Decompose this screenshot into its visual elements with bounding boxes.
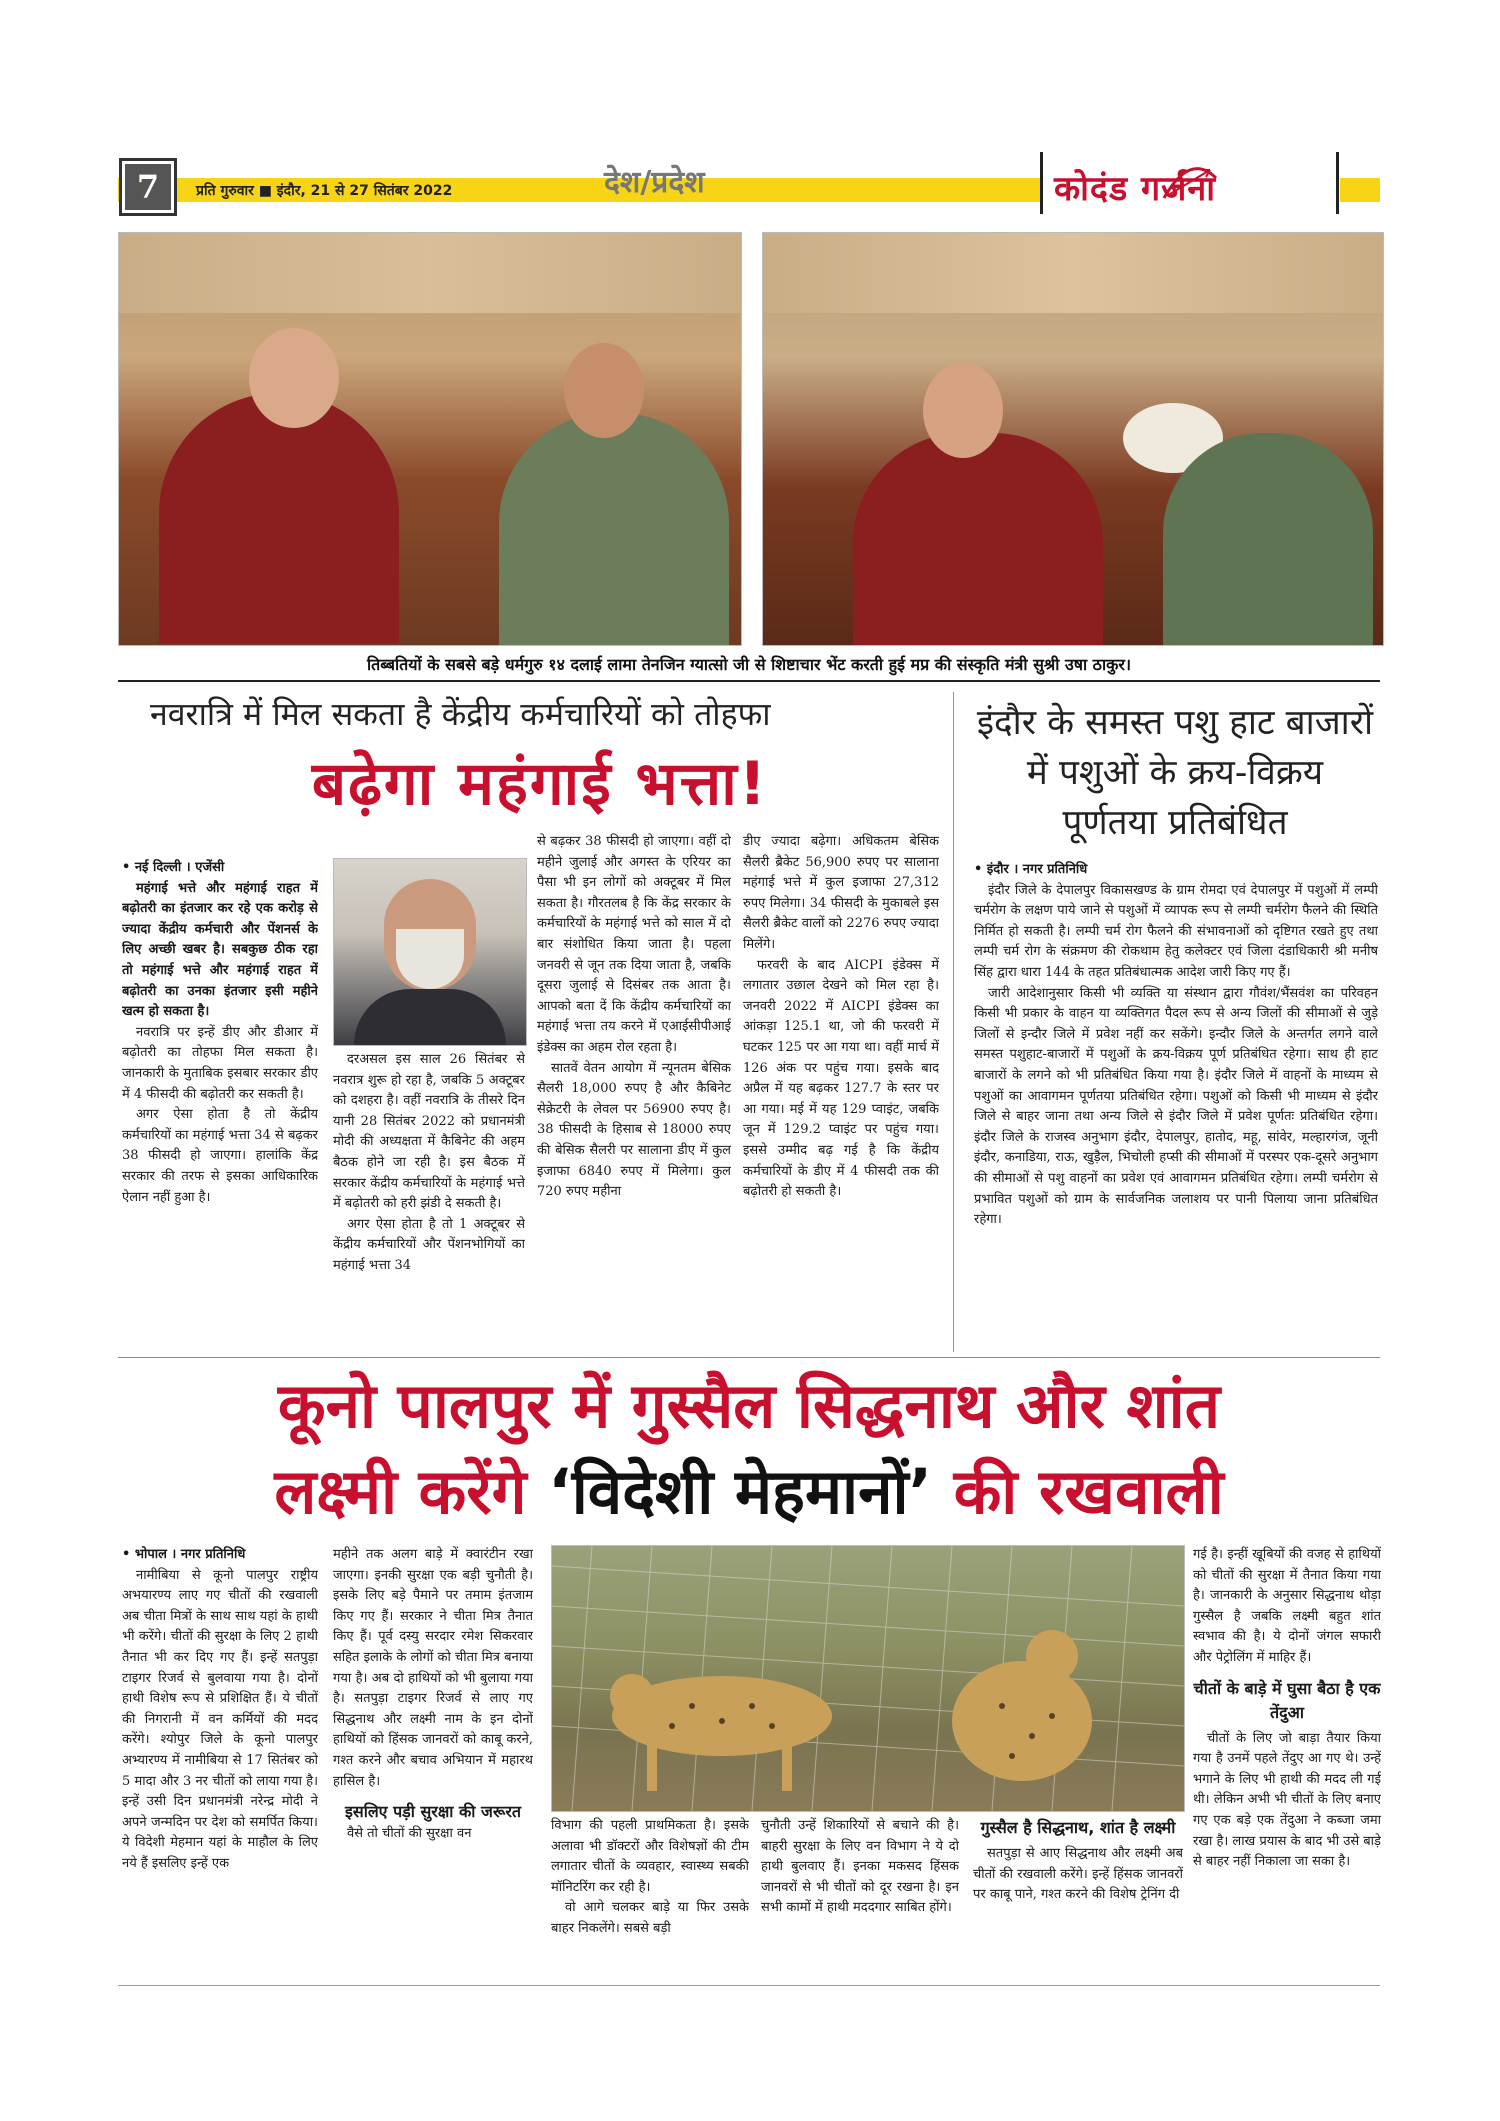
- story3-headline-line2: [118, 1448, 1380, 1532]
- story1-p5: से बढ़कर 38 फीसदी हो जाएगा। वहीं दो महीने जुलाई और अगस्त के एरियर का पैसा भी इन लोगों को अक्टूबर में मिल सकता है। गौरतलब है कि केंद्र सरकार के कर्मचारियों के महंगाई भत्ते को साल में दो बार संशोधित किया जाता है। पहला जनवरी से जून तक दिया जाता है, जबकि दूसरा जुलाई से दिसंबर तक आता है। आपको बता दें कि केंद्रीय कर्मचारियों का महंगाई भत्ता तय करने में एआईसीपीआई इंडेक्स का अहम रोल रहता है।: [537, 834, 731, 1055]
- story1-kicker: नवरात्रि में मिल सकता है केंद्रीय कर्मचारियों को तोहफा: [150, 695, 771, 733]
- photo-dalai-lama-greeting: [118, 232, 742, 646]
- fence-pattern: [552, 1546, 1184, 1811]
- story3-col1: [122, 1545, 318, 1977]
- logo-right-rule: [1336, 152, 1339, 214]
- story1-lead: महंगाई भत्ते और महंगाई राहत में बढ़ोतरी का इंतजार कर रहे एक करोड़ से ज्यादा केंद्रीय कर्मचारी और पेंशनर्स के लिए अच्छी खबर है। सबकुछ ठीक रहा तो महंगाई भत्ते और महंगाई राहत में बढ़ोतरी का उनका इंतजार इसी महीने खत्म हो सकता है।: [122, 880, 318, 1020]
- story1-col4: [743, 832, 939, 1350]
- story3-c3: विभाग की पहली प्राथमिकता है। इसके अलावा भी डॉक्टरों और विशेषज्ञों की टीम लगातार चीतों के व्यवहार, स्वास्थ्य सबकी मॉनिटरिंग कर रही है।: [551, 1818, 749, 1895]
- story3-sub3: चीतों के बाड़े में घुसा बैठा है एक तेंदुआ: [1193, 1678, 1381, 1722]
- column-rule: [953, 692, 954, 1352]
- story3-col6: [1193, 1545, 1381, 1977]
- story3-c4: चुनौती उन्हें शिकारियों से बचाने की है। बाहरी सुरक्षा के लिए वन विभाग ने ये दो हाथी बुलवाए हैं। इनका मकसद हिंसक जानवरों से भी चीतों को दूर रखना है। इन सभी कामों में हाथी मददगार साबित होंगे।: [761, 1818, 959, 1916]
- caption-rule: [118, 680, 1380, 682]
- section-rule: [118, 1357, 1380, 1358]
- story1-headline: बढ़ेगा महंगाई भत्ता!: [311, 749, 769, 819]
- story1-p3: दरअसल इस साल 26 सितंबर से नवरात्र शुरू हो रहा है, जबकि 5 अक्टूबर को दशहरा है। वहीं नवरात्रि के तीसरे दिन यानी 28 सितंबर 2022 को प्रधानमंत्री मोदी की अध्यक्षता में कैबिनेट की अहम बैठक होने जा रही है। इस बैठक में सरकार केंद्रीय कर्मचारियों के महंगाई भत्ते में बढ़ोतरी को हरी झंडी दे सकती है।: [333, 1052, 525, 1212]
- story1-col2: [333, 1050, 525, 1350]
- footer-rule: [118, 1985, 1380, 1986]
- story1-p7: डीए ज्यादा बढ़ेगा। अधिकतम बेसिक सैलरी ब्रैकेट 56,900 रुपए पर सालाना महंगाई भत्ते में कुल इजाफा 27,312 रुपए मिलेगा। 34 फीसदी के मुकाबले इस सैलरी ब्रैकेट वालों को 2276 रुपए ज्यादा मिलेंगे।: [743, 834, 939, 952]
- story3-headline-line1: कूनो पालपुर में गुस्सैल सिद्धनाथ और शांत: [277, 1369, 1221, 1442]
- story3-headline-part-a: लक्ष्मी करेंगे: [274, 1455, 549, 1528]
- story1-p2: अगर ऐसा होता है तो केंद्रीय कर्मचारियों का महंगाई भत्ता 34 से बढ़कर 38 फीसदी हो जाएगा। हालांकि केंद्र सरकार की तरफ से इसका आधिकारिक ऐलान नहीं हुआ है।: [122, 1107, 318, 1205]
- story2-p1: इंदौर जिले के देपालपुर विकासखण्ड के ग्राम रोमदा एवं देपालपुर में पशुओं में लम्पी चर्मरोग के लक्षण पाये जाने से पशुओं में व्यापक रूप से लम्पी चर्मरोग फैलने की स्थिति निर्मित हो सकती है। लम्पी चर्म रोग फैलने की संभावनाओं को दृष्टिगत रखते हुए तथा लम्पी चर्म रोग के संक्रमण की रोकथाम हेतु कलेक्टर एवं जिला दंडाधिकारी श्री मनीष सिंह द्वारा धारा 144 के तहत प्रतिबंधात्मक आदेश जारी किए गए हैं।: [974, 882, 1378, 980]
- story3-c1: नामीबिया से कूनो पालपुर राष्ट्रीय अभयारण्य लाए गए चीतों की रखवाली अब चीता मित्रों के साथ साथ यहां के हाथी भी करेंगे। चीतों की सुरक्षा के लिए 2 हाथी तैनात भी कर दिए गए हैं। इन्हें सतपुड़ा टाइगर रिजर्व से बुलवाया गया है। दोनों हाथी विशेष रूप से प्रशिक्षित हैं। ये चीतों की निगरानी में वन कर्मियों की मदद करेंगे। श्योपुर जिले के कूनो पालपुर अभ्यारण्य में नामीबिया से 17 सितंबर को 5 मादा और 3 नर चीतों को लाया गया है। इन्हें उसी दिन प्रधानमंत्री नरेन्द्र मोदी ने अपने जन्मदिन पर देश को समर्पित किया। ये विदेशी मेहमान यहां के माहौल के लिए नये हैं इसलिए इन्हें एक: [122, 1567, 318, 1871]
- section-title: देश/प्रदेश: [604, 165, 705, 200]
- story2-headline: इंदौर के समस्त पशु हाट बाजारों में पशुओं के क्रय-विक्रय पूर्णतया प्रतिबंधित: [976, 703, 1374, 843]
- story3-dateline: • भोपाल । नगर प्रतिनिधि: [122, 1547, 246, 1562]
- story3-col3: [551, 1816, 749, 1976]
- logo: [1040, 150, 1340, 220]
- photo-modi: [333, 858, 527, 1046]
- story3-col5: [973, 1816, 1183, 1976]
- story3-c2b: वैसे तो चीतों की सुरक्षा वन: [347, 1826, 472, 1842]
- story3-c2: महीने तक अलग बाड़े में क्वारंटीन रखा जाएगा। इनकी सुरक्षा एक बड़ी चुनौती है। इसके लिए बड़े पैमाने पर तमाम इंतजाम किए गए हैं। सरकार ने चीता मित्र तैनात किए हैं। पूर्व दस्यु सरदार रमेश सिकरवार सहित इलाके के लोगों को चीता मित्र बनाया गया है। अब दो हाथियों को भी बुलाया गया है। सतपुड़ा टाइगर रिजर्व से लाए गए सिद्धनाथ और लक्ष्मी नाम के इन दोनों हाथियों को हिंसक जानवरों को काबू करने, गश्त करने और बचाव अभियान में महारथ हासिल है।: [333, 1547, 533, 1789]
- story3-headline-part-c: की रखवाली: [932, 1455, 1224, 1528]
- photo-conch-offering: [762, 232, 1384, 646]
- story3-col4: [761, 1816, 959, 1976]
- logo-text: कोदंड गर्जना: [1054, 169, 1217, 209]
- story1-p4: अगर ऐसा होता है तो 1 अक्टूबर से केंद्रीय कर्मचारियों और पेंशनभोगियों का महंगाई भत्ता 34: [333, 1216, 525, 1273]
- story3-c5: सतपुड़ा से आए सिद्धनाथ और लक्ष्मी अब चीतों की रखवाली करेंगे। इन्हें हिंसक जानवरों पर काबू पाने, गश्त करने की विशेष ट्रेनिंग दी: [973, 1846, 1183, 1903]
- story3-c3b: वो आगे चलकर बाड़े या फिर उसके बाहर निकलेंगे। सबसे बड़ी: [551, 1900, 749, 1936]
- story1-p6: सातवें वेतन आयोग में न्यूनतम बेसिक सैलरी 18,000 रुपए है और कैबिनेट सेक्रेटरी के लेवल पर 56900 रुपए है। 38 फीसदी के हिसाब से 18000 रुपए की बेसिक सैलरी पर सालाना डीए में कुल इजाफा 6840 रुपए में मिलेगा। कुल 720 रुपए महीना: [537, 1060, 731, 1200]
- story1-p1: नवरात्रि पर इन्हें डीए और डीआर में बढ़ोतरी का तोहफा मिल सकता है। जानकारी के मुताबिक इसबार सरकार डीए में 4 फीसदी की बढ़ोतरी कर सकती है।: [122, 1024, 318, 1102]
- story1-col1: [122, 858, 318, 1348]
- story3-c6b: चीतों के लिए जो बाड़ा तैयार किया गया है उनमें पहले तेंदुए आ गए थे। उन्हें भगाने के लिए भी हाथी की मदद ली गई थी। लेकिन अभी भी चीतों के लिए बनाए गए एक बड़े एक तेंदुआ ने कब्जा जमा रखा है। लाख प्रयास के बाद भी उसे बाड़े से बाहर नहीं निकाला जा सका है।: [1193, 1730, 1381, 1870]
- photo-caption: तिब्बतियों के सबसे बड़े धर्मगुरु १४ दलाई लामा तेनजिन ग्यात्सो जी से शिष्टाचार भेंट करती हुई मप्र की संस्कृति मंत्री सुश्री उषा ठाकुर।: [366, 655, 1132, 674]
- story3-col2: [333, 1545, 533, 1977]
- dateline: प्रति गुरुवार ■ इंदौर, 21 से 27 सितंबर 2022: [196, 183, 453, 199]
- story1-col3: [537, 832, 731, 1350]
- story3-sub2: गुस्सैल है सिद्धनाथ, शांत है लक्ष्मी: [980, 1818, 1176, 1837]
- story3-c6: गई है। इन्हीं खूबियों की वजह से हाथियों को चीतों की सुरक्षा में तैनात किया गया है। जानकारी के अनुसार सिद्धनाथ थोड़ा गुस्सैल है जबकि लक्ष्मी बहुत शांत स्वभाव की है। ये दोनों जंगल सफारी और पेट्रोलिंग में माहिर हैं।: [1193, 1547, 1381, 1665]
- logo-left-rule: [1040, 152, 1043, 214]
- story1-dateline: • नई दिल्ली । एजेंसी: [122, 860, 225, 875]
- story2-body: [974, 860, 1378, 1352]
- photo-cheetahs: [551, 1545, 1185, 1812]
- story3-sub1: इसलिए पड़ी सुरक्षा की जरूरत: [345, 1802, 521, 1822]
- page-number: 7: [136, 168, 160, 206]
- story1-p8: फरवरी के बाद AICPI इंडेक्स में लगातार उछाल देखने को मिल रहा है। जनवरी 2022 में AICPI इंडेक्स का आंकड़ा 125.1 था, जो की फरवरी में घटकर 125 पर आ गया था। वहीं मार्च में 126 अंक पर पहुंच गया। इसके बाद अप्रैल में यह बढ़कर 127.7 के स्तर पर आ गया। मई में यह 129 प्वाइंट, जबकि जून में 129.2 प्वाइंट पर पहुंच गया। इससे उम्मीद बढ़ गई है कि केंद्रीय कर्मचारियों के डीए में 4 फीसदी तक की बढ़ोतरी हो सकती है।: [743, 957, 939, 1200]
- story2-p2: जारी आदेशानुसार किसी भी व्यक्ति या संस्थान द्वारा गौवंश/भैंसवंश का परिवहन किसी भी प्रकार के वाहन या व्यक्तिगत पैदल रूप से अन्य जिलों की सीमाओं से जुड़े जिलों से इन्दौर जिले में प्रवेश नहीं कर सकेंगे। इन्दौर जिले के अन्तर्गत लगने वाले समस्त पशुहाट-बाजारों में पशुओं के क्रय-विक्रय पूर्ण प्रतिबंधित रहेगा। साथ ही हाट बाजारों के लगने को भी प्रतिबंधित किया गया है। इंदौर जिले में वाहनों के माध्यम से पशुओं का आवागमन पूर्णतया प्रतिबंधित रहेगा। पशुओं को किसी भी माध्यम से इंदौर जिले से बाहर जाना तथा अन्य जिले से इंदौर जिले में प्रवेश पूर्णतः प्रतिबंधित रहेगा। इंदौर जिले के राजस्व अनुभाग इंदौर, देपालपुर, हातोद, महू, सांवेर, मल्हारगंज, जूनी इंदौर, कनाडिया, राऊ, खुड़ैल, भिचोली हप्सी की सीमाओं में परस्पर एक-दूसरे अनुभाग की सीमाओं से पशु वाहनों का प्रवेश एवं आवागमन प्रतिबंधित रहेगा। लम्पी चर्मरोग से प्रभावित पशुओं को ग्राम के सार्वजनिक जलाशय पर पानी पिलाया जाना प्रतिबंधित रहेगा।: [974, 985, 1378, 1228]
- story3-headline-part-b: ‘विदेशी मेहमानों’: [548, 1455, 933, 1528]
- page-number-box: [119, 158, 177, 216]
- story2-dateline: • इंदौर । नगर प्रतिनिधि: [974, 862, 1088, 877]
